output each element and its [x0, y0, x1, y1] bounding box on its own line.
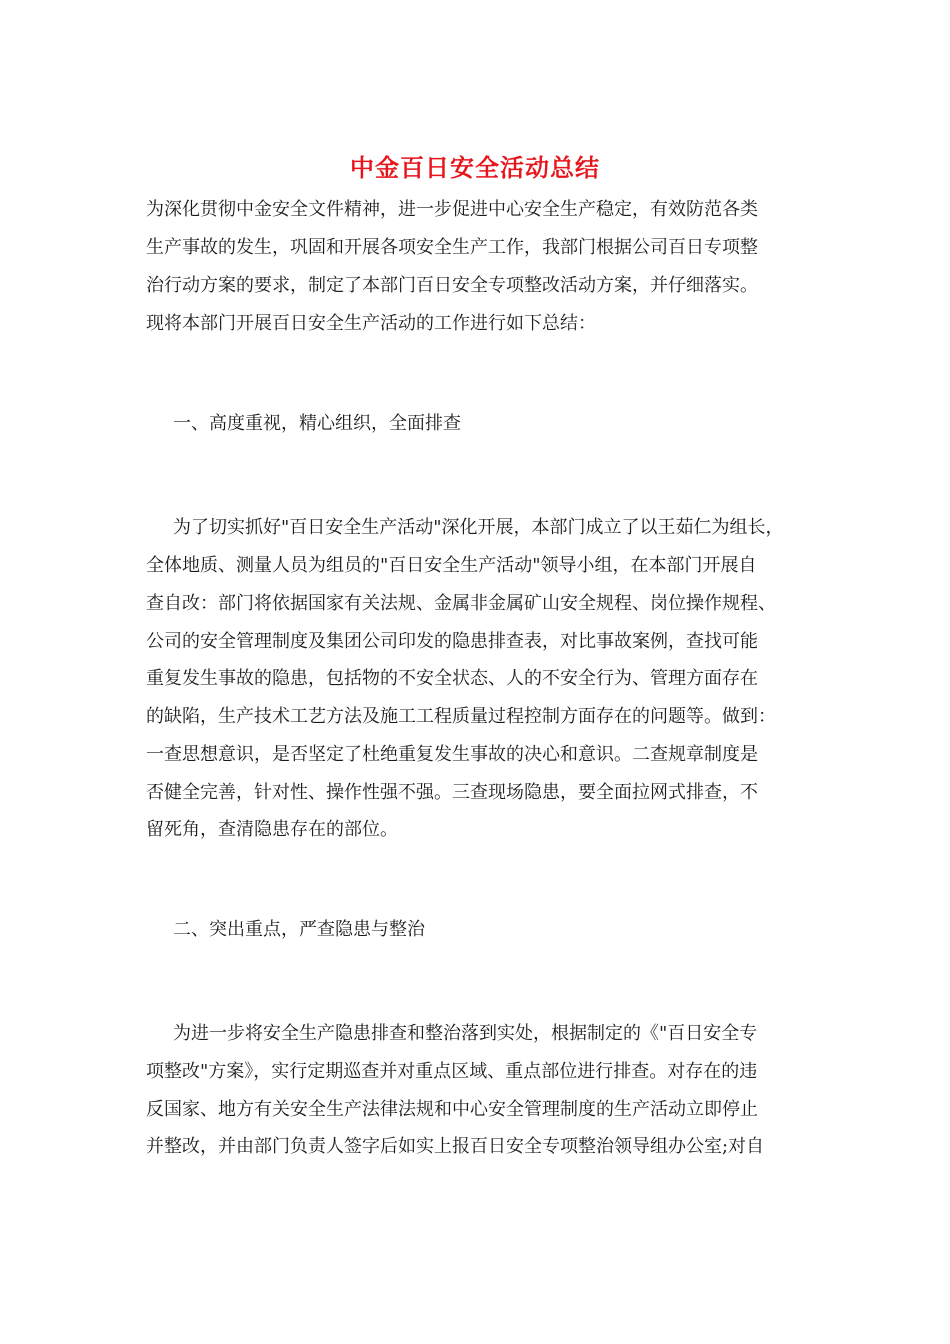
section-2-line: 并整改，并由部门负责人签字后如实上报百日安全专项整治领导组办公室;对自 [146, 1136, 765, 1157]
section-2-heading: 二、突出重点，严查隐患与整治 [173, 919, 425, 940]
section-2-line: 项整改"方案》，实行定期巡查并对重点区域、重点部位进行排查。对存在的违 [146, 1061, 758, 1082]
section-1-line: 全体地质、测量人员为组员的"百日安全生产活动"领导小组，在本部门开展自 [146, 555, 757, 576]
section-1-line: 重复发生事故的隐患，包括物的不安全状态、人的不安全行为、管理方面存在 [146, 668, 758, 689]
section-1-heading: 一、高度重视，精心组织，全面排查 [173, 413, 461, 434]
section-1-line: 否健全完善，针对性、操作性强不强。三查现场隐患，要全面拉网式排查，不 [146, 782, 758, 803]
section-1-line: 公司的安全管理制度及集团公司印发的隐患排查表，对比事故案例，查找可能 [146, 631, 758, 652]
document-title: 中金百日安全活动总结 [350, 153, 600, 182]
section-2-line: 为进一步将安全生产隐患排查和整治落到实处，根据制定的《"百日安全专 [173, 1023, 758, 1044]
section-1-line: 为了切实抓好"百日安全生产活动"深化开展，本部门成立了以王茹仁为组长， [173, 517, 784, 538]
section-1-line: 查自改：部门将依据国家有关法规、金属非金属矿山安全规程、岗位操作规程、 [146, 593, 776, 614]
section-1-line: 的缺陷，生产技术工艺方法及施工工程质量过程控制方面存在的问题等。做到： [146, 706, 776, 727]
section-1-line: 一查思想意识，是否坚定了杜绝重复发生事故的决心和意识。二查规章制度是 [146, 744, 758, 765]
intro-line: 生产事故的发生，巩固和开展各项安全生产工作，我部门根据公司百日专项整 [146, 237, 758, 258]
intro-line: 为深化贯彻中金安全文件精神，进一步促进中心安全生产稳定，有效防范各类 [146, 199, 758, 220]
section-1-line: 留死角，查清隐患存在的部位。 [146, 819, 398, 840]
intro-line: 治行动方案的要求，制定了本部门百日安全专项整改活动方案，并仔细落实。 [146, 275, 758, 296]
section-2-line: 反国家、地方有关安全生产法律法规和中心安全管理制度的生产活动立即停止 [146, 1099, 758, 1120]
intro-line: 现将本部门开展百日安全生产活动的工作进行如下总结： [146, 313, 596, 334]
